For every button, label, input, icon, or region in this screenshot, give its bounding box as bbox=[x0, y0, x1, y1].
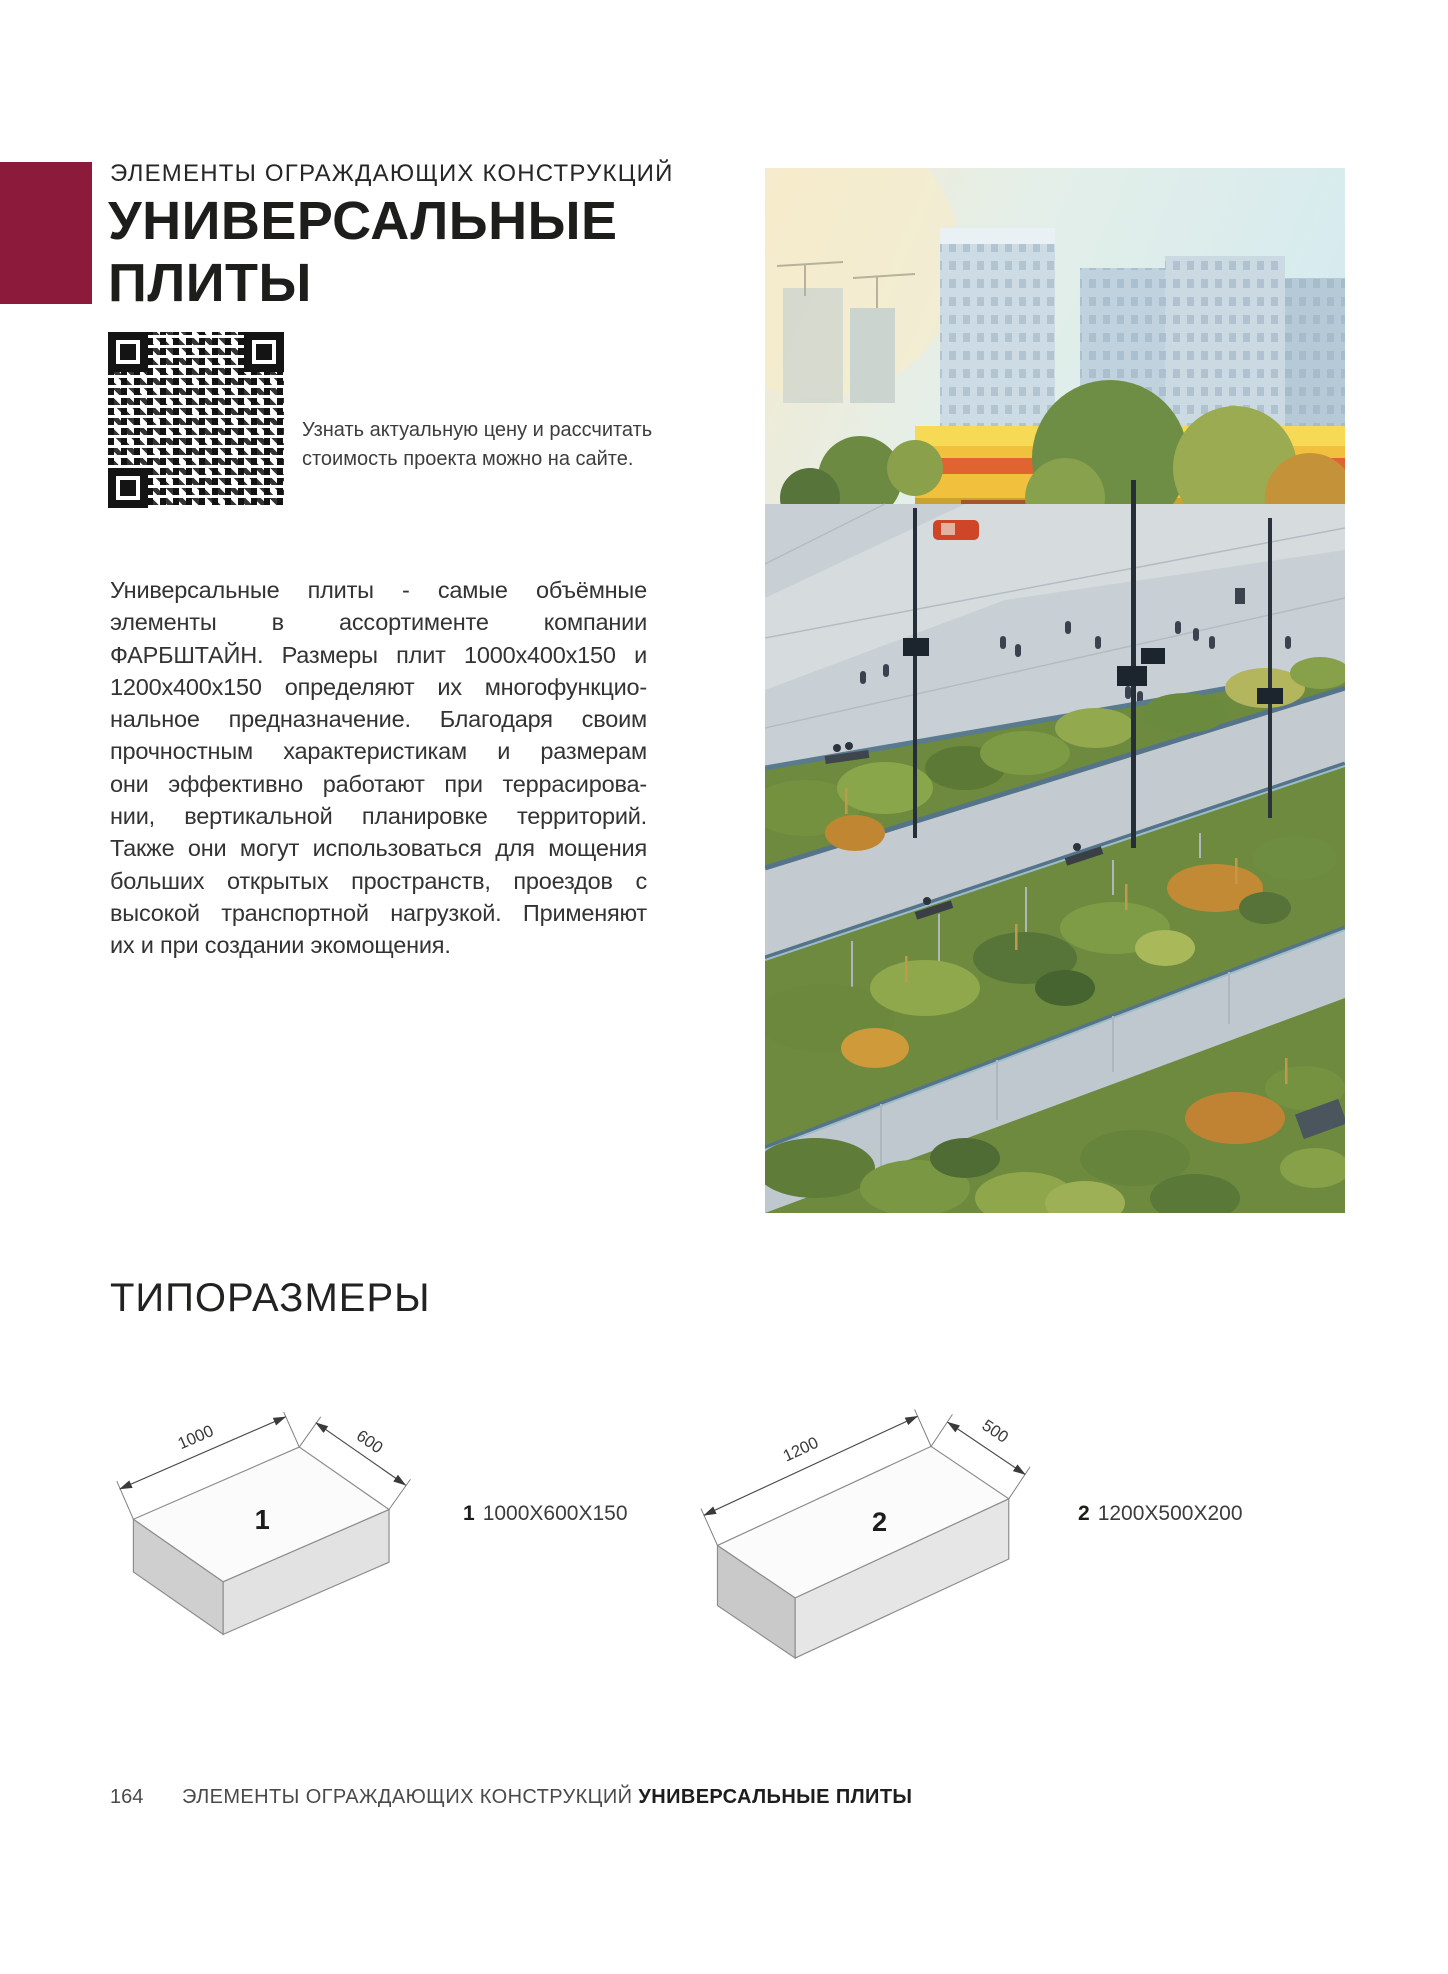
size-label-1-dims: 1000X600X150 bbox=[482, 1502, 628, 1525]
typesizes-heading: ТИПОРАЗМЕРЫ bbox=[110, 1276, 431, 1320]
size-label-2-dims: 1200X500X200 bbox=[1097, 1502, 1243, 1525]
qr-code bbox=[108, 332, 284, 508]
size-label-2-num: 2 bbox=[1078, 1502, 1090, 1525]
footer-subsection: УНИВЕРСАЛЬНЫЕ ПЛИТЫ bbox=[638, 1786, 913, 1808]
intro-paragraph: Универсальные плиты - самые объёмные элементы в ассортименте компании ФАРБШТАЙН. Размеры плит 1000х400х150 и 1200х400х150 определяют их многофункцио- нальное предназначение. Благодаря своим прочностным характеристикам и размерам они эффективно работают при террасирова- нии, вертикальной планировке территорий. Также они могут использоваться для мощения больших открытых пространств, проездов с высокой транспортной нагрузкой. Применяют их и при создании экомощения. bbox=[110, 577, 647, 959]
size-label-1-num: 1 bbox=[463, 1502, 475, 1525]
footer-section: ЭЛЕМЕНТЫ ОГРАЖДАЮЩИХ КОНСТРУКЦИЙ bbox=[182, 1786, 639, 1808]
dim-length-2: 1200 bbox=[780, 1433, 822, 1466]
qr-caption bbox=[302, 416, 672, 474]
dim-width-1: 600 bbox=[352, 1425, 387, 1458]
qr-caption-line1: Узнать актуальную цену и рассчитать bbox=[302, 419, 653, 441]
dim-length-1: 1000 bbox=[174, 1421, 217, 1454]
size-label-2 bbox=[1078, 1502, 1243, 1526]
slab-number-1: 1 bbox=[254, 1504, 270, 1536]
page-title-line2: ПЛИТЫ bbox=[108, 253, 312, 313]
page-title-line1: УНИВЕРСАЛЬНЫЕ bbox=[108, 191, 618, 251]
accent-block bbox=[0, 162, 92, 304]
page-title bbox=[108, 190, 617, 314]
qr-finder-icon bbox=[108, 332, 148, 372]
size-diagram-2 bbox=[700, 1390, 1034, 1662]
qr-finder-icon bbox=[108, 468, 148, 508]
qr-finder-icon bbox=[244, 332, 284, 372]
section-kicker: ЭЛЕМЕНТЫ ОГРАЖДАЮЩИХ КОНСТРУКЦИЙ bbox=[110, 160, 674, 187]
size-label-1 bbox=[463, 1502, 628, 1526]
footer-breadcrumb bbox=[182, 1786, 912, 1809]
size-diagram-1 bbox=[104, 1410, 436, 1650]
dim-width-2: 500 bbox=[978, 1416, 1012, 1447]
page-number: 164 bbox=[110, 1786, 144, 1808]
slab-number-2: 2 bbox=[872, 1505, 888, 1537]
qr-caption-line2: стоимость проекта можно на сайте. bbox=[302, 448, 634, 470]
park-aerial-photo bbox=[765, 168, 1345, 1213]
